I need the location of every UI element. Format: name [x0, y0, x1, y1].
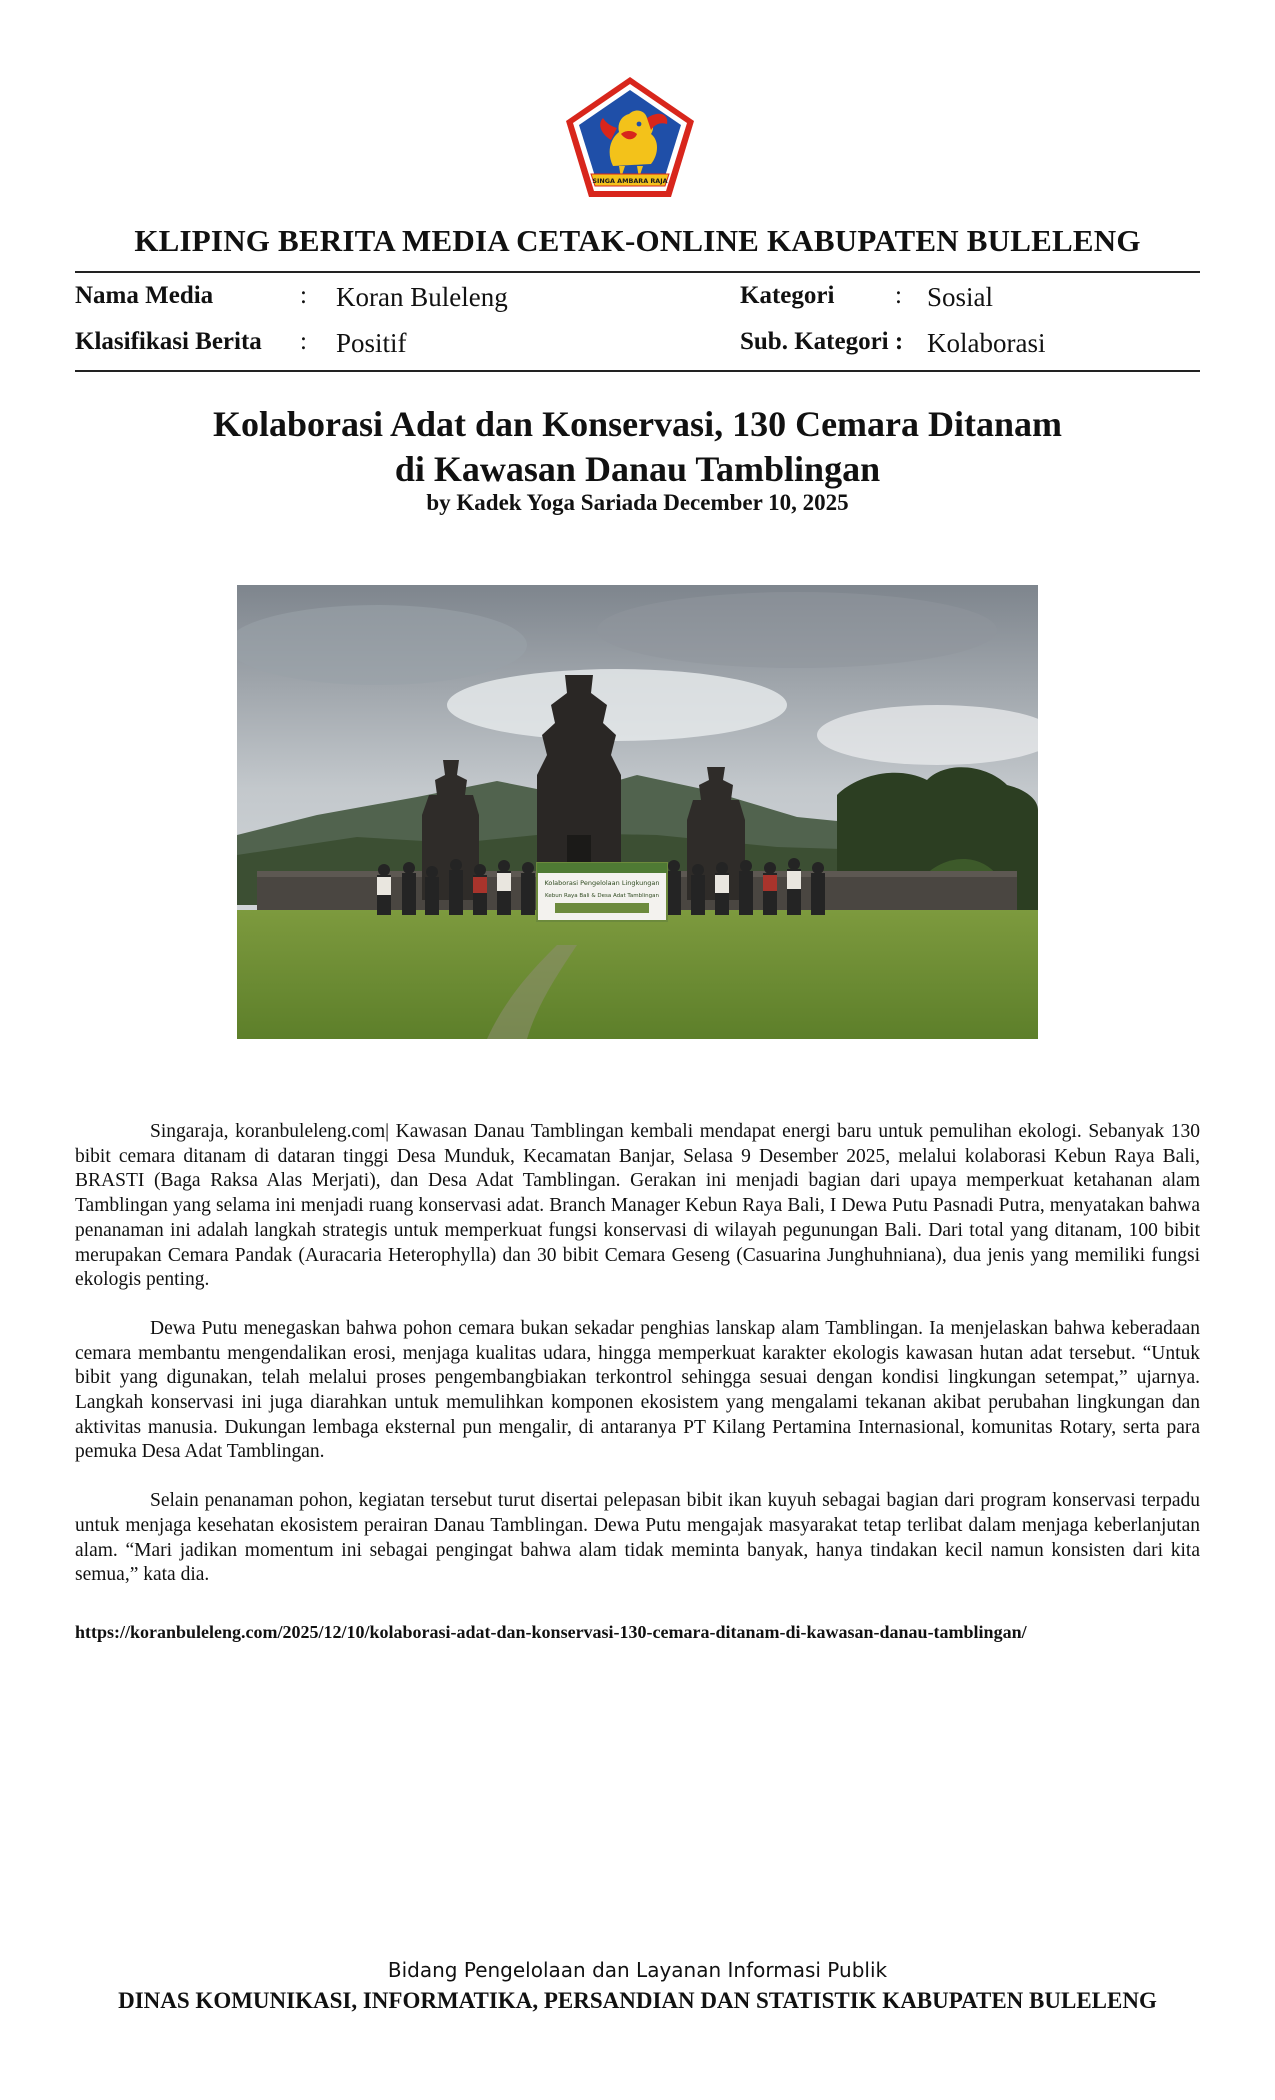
- footer-subtitle: Bidang Pengelolaan dan Layanan Informasi Publik: [387, 1958, 888, 1982]
- document-title: KLIPING BERITA MEDIA CETAK-ONLINE KABUPATEN BULELENG: [134, 223, 1141, 258]
- article-headline: [150, 402, 1125, 492]
- headline-line-1: Kolaborasi Adat dan Konservasi, 130 Cemara Ditanam: [212, 404, 1063, 444]
- photo-banner-line-2: Kebun Raya Bali & Desa Adat Tamblingan: [545, 893, 659, 899]
- headline-line-2: di Kawasan Danau Tamblingan: [394, 449, 881, 489]
- header-divider-top: [75, 271, 1200, 273]
- singa-ambara-raja-crest-icon: [563, 74, 697, 200]
- article-paragraph-3: Selain penanaman pohon, kegiatan tersebut turut disertai pelepasan bibit ikan kuyuh sebagai bagian dari program konservasi terpadu untuk menjaga kesehatan ekosistem perairan Danau Tamblingan. Dewa Putu mengajak masyarakat tetap terlibat dalam menjaga keberlanjutan alam. “Mari jadikan momentum ini sebagai pengingat bahwa alam tidak meminta banyak, hanya tindakan kecil namun konsisten dari kita semua,” kata dia.: [75, 1490, 1200, 1586]
- classification-value: Positif: [336, 328, 407, 358]
- subcategory-value: Kolaborasi: [927, 328, 1046, 358]
- footer-agency: DINAS KOMUNIKASI, INFORMATIKA, PERSANDIAN DAN STATISTIK KABUPATEN BULELENG: [118, 1988, 1157, 2013]
- media-value: Koran Buleleng: [336, 282, 508, 312]
- photo-banner-line-1: Kolaborasi Pengelolaan Lingkungan: [544, 879, 660, 887]
- article-body: [75, 1120, 1200, 1612]
- category-colon: :: [895, 282, 902, 309]
- header-divider-bottom: [75, 370, 1200, 372]
- article-photo: [237, 585, 1038, 1039]
- media-colon: :: [300, 282, 307, 309]
- media-label: Nama Media: [75, 282, 214, 309]
- category-value: Sosial: [927, 282, 994, 312]
- category-label: Kategori: [740, 282, 835, 309]
- classification-label: Klasifikasi Berita: [75, 328, 262, 355]
- classification-colon: :: [300, 328, 307, 355]
- subcategory-label: Sub. Kategori :: [740, 328, 904, 355]
- article-byline: by Kadek Yoga Sariada December 10, 2025: [426, 490, 849, 515]
- source-url-link[interactable]: https://koranbuleleng.com/2025/12/10/kolaborasi-adat-dan-konservasi-130-cemara-ditanam-di-kawasan-danau-tamblingan/: [75, 1622, 1027, 1642]
- logo-motto: SINGA AMBARA RAJA: [592, 177, 668, 185]
- article-paragraph-1: Singaraja, koranbuleleng.com| Kawasan Danau Tamblingan kembali mendapat energi baru untuk pemulihan ekologi. Sebanyak 130 bibit cemara ditanam di dataran tinggi Desa Munduk, Kecamatan Banjar, Selasa 9 Desember 2025, melalui kolaborasi Kebun Raya Bali, BRASTI (Baga Raksa Alas Merjati), dan Desa Adat Tamblingan. Gerakan ini menjadi bagian dari upaya memperkuat ketahanan alam Tamblingan yang selama ini menjadi ruang konservasi adat. Branch Manager Kebun Raya Bali, I Dewa Putu Pasnadi Putra, menyatakan bahwa penanaman ini adalah langkah strategis untuk memperkuat fungsi konservasi di wilayah pegunungan Bali. Dari total yang ditanam, 100 bibit merupakan Cemara Pandak (Auracaria Heterophylla) dan 30 bibit Cemara Geseng (Casuarina Junghuhniana), dua jenis yang memiliki fungsi ekologis penting.: [75, 1121, 1200, 1291]
- article-paragraph-2: Dewa Putu menegaskan bahwa pohon cemara bukan sekadar penghias lanskap alam Tamblingan. Ia menjelaskan bahwa keberadaan cemara membantu mengendalikan erosi, menjaga kualitas udara, hingga memperkuat karakter ekologis kawasan hutan adat tersebut. “Untuk bibit yang digunakan, telah melalui proses pengembangbiakan terkontrol sehingga sesuai dengan kondisi lingkungan setempat,” ujarnya. Langkah konservasi ini juga diarahkan untuk memulihkan komponen ekosistem yang mengalami tekanan akibat perubahan lingkungan dan aktivitas manusia. Dukungan lembaga eksternal pun mengalir, di antaranya PT Kilang Pertamina Internasional, komunitas Rotary, serta para pemuka Desa Adat Tamblingan.: [75, 1317, 1200, 1463]
